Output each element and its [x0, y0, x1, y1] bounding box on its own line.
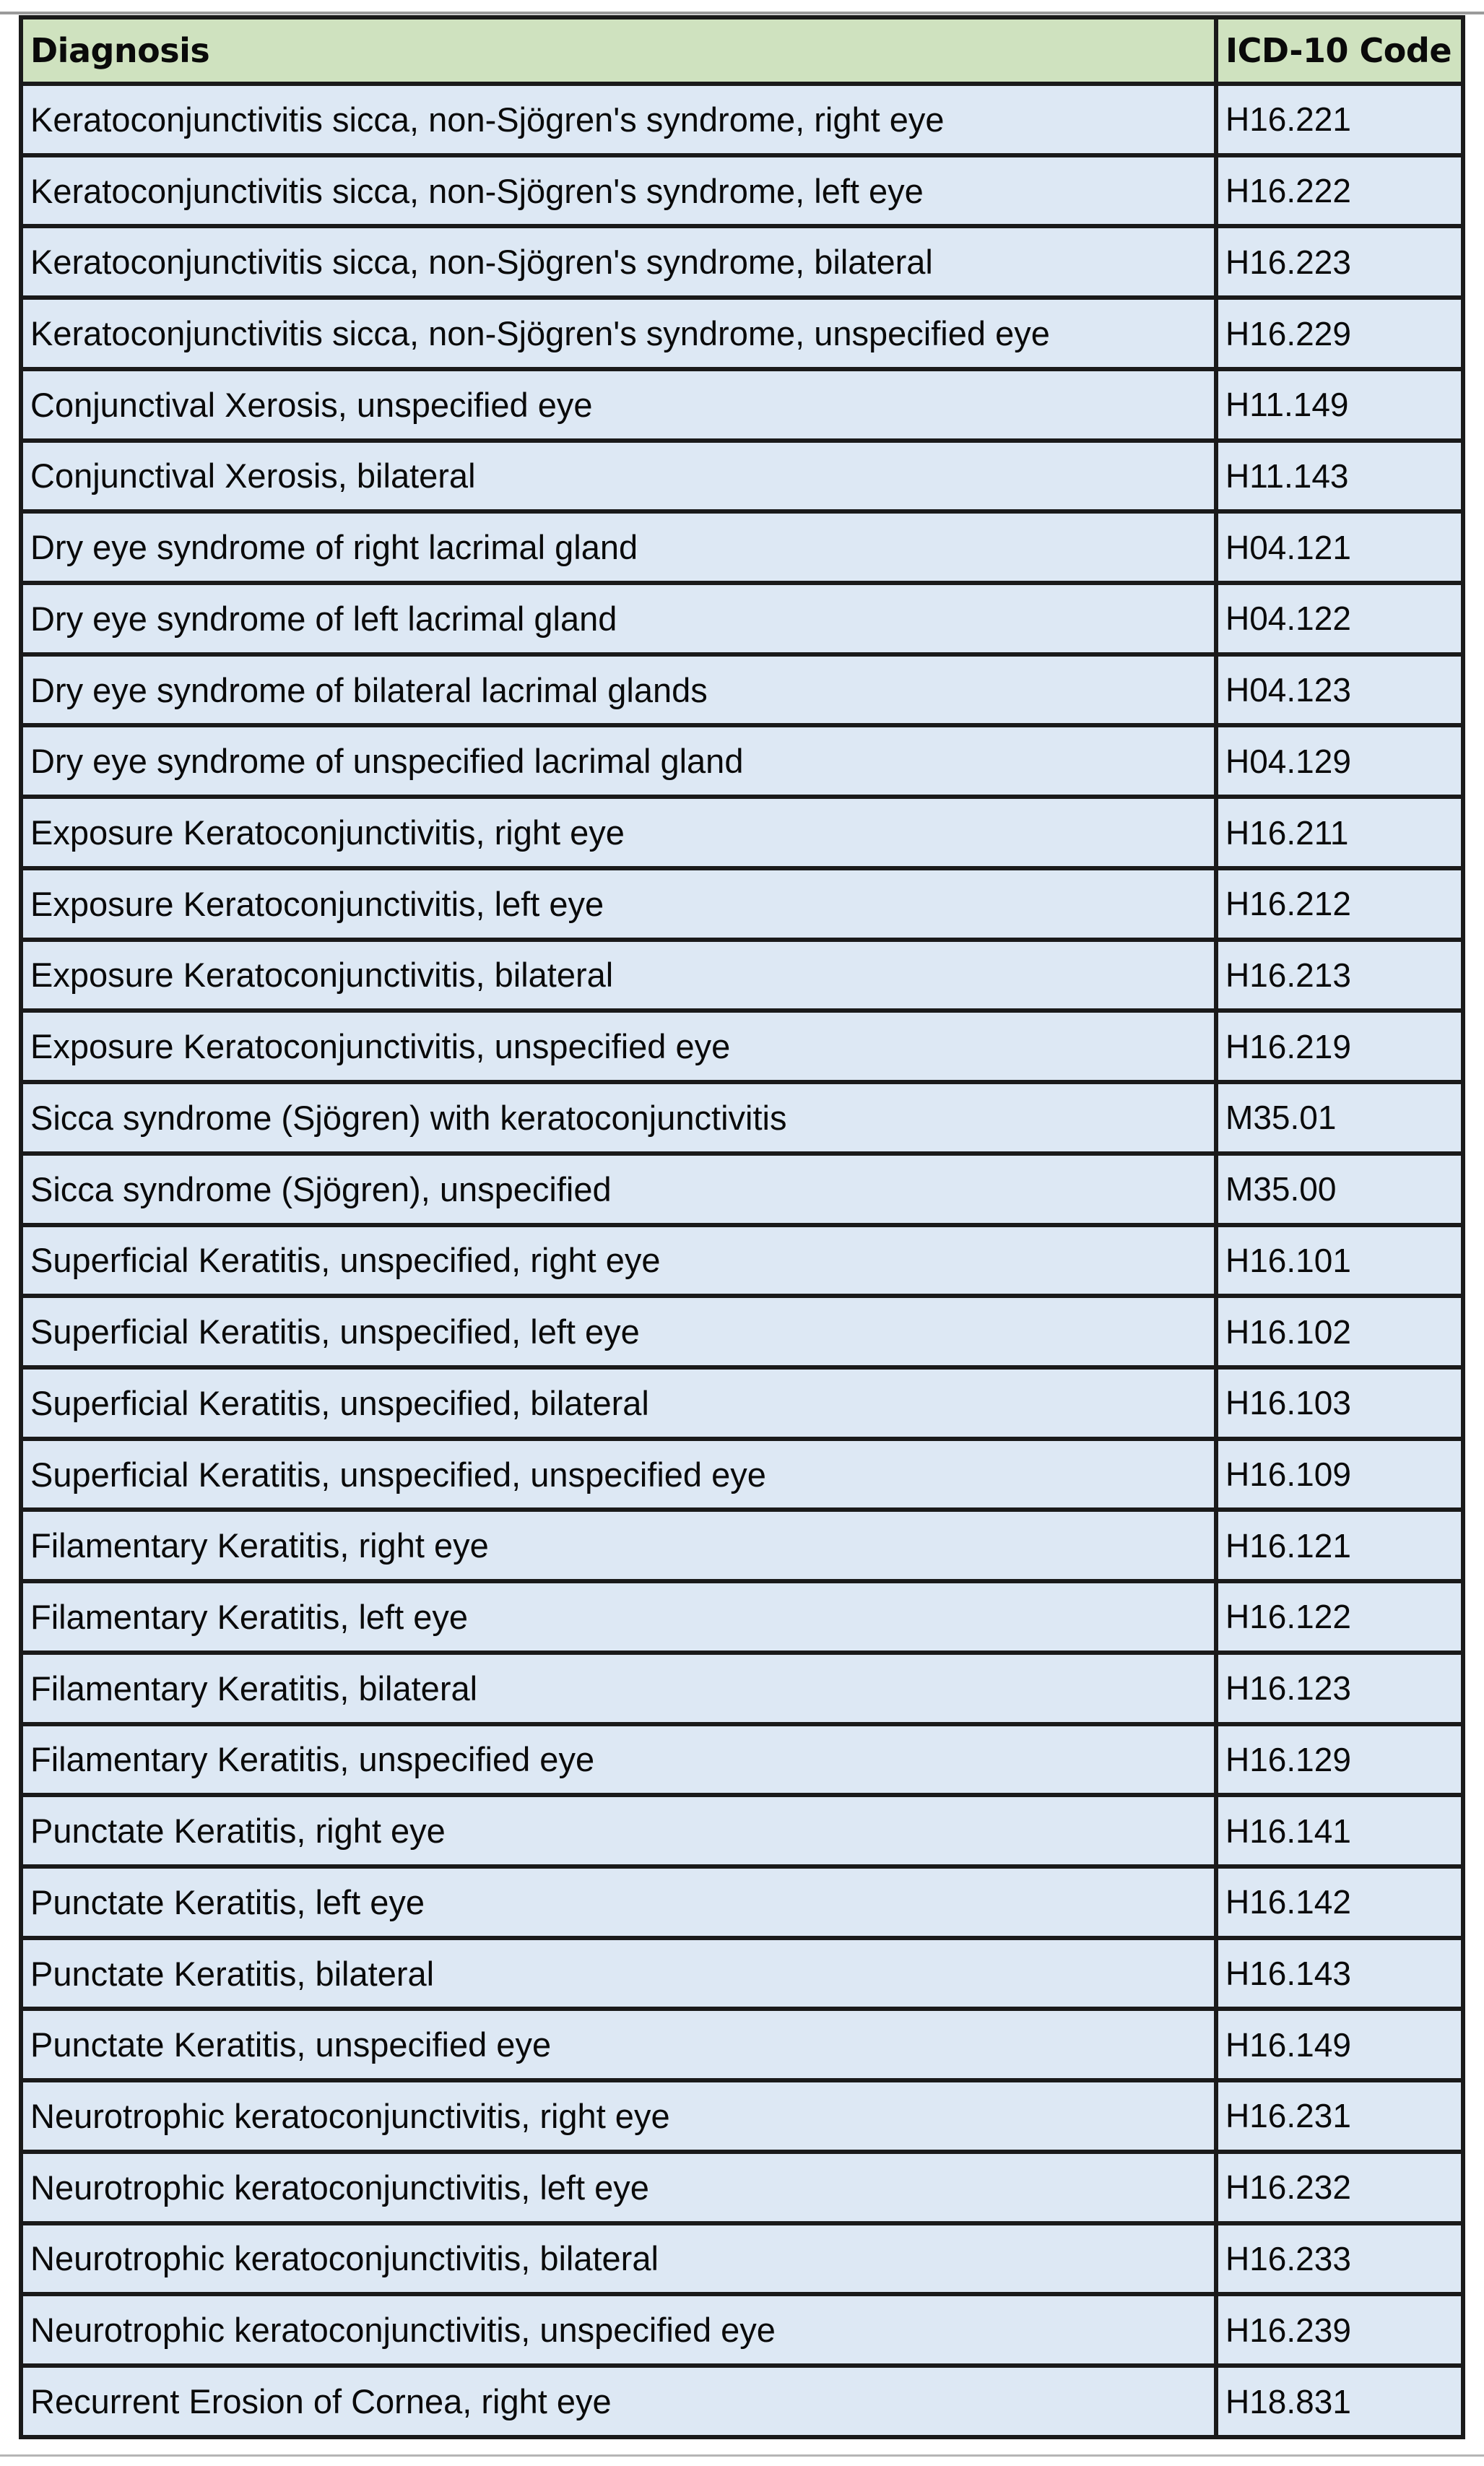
diagnosis-cell: Dry eye syndrome of right lacrimal gland — [21, 511, 1216, 583]
table-row — [21, 226, 1463, 298]
icd-code-cell: H16.143 — [1216, 1938, 1463, 2009]
diagnosis-cell: Neurotrophic keratoconjunctivitis, right eye — [21, 2080, 1216, 2152]
table-row — [21, 940, 1463, 1011]
diagnosis-cell: Recurrent Erosion of Cornea, right eye — [21, 2366, 1216, 2437]
diagnosis-cell: Sicca syndrome (Sjögren), unspecified — [21, 1154, 1216, 1225]
diagnosis-cell: Keratoconjunctivitis sicca, non-Sjögren's syndrome, bilateral — [21, 226, 1216, 298]
icd-code-cell: H16.233 — [1216, 2223, 1463, 2295]
icd-code-cell: H16.101 — [1216, 1225, 1463, 1297]
table-row — [21, 1367, 1463, 1439]
table-row — [21, 298, 1463, 369]
icd-code-cell: H16.109 — [1216, 1439, 1463, 1510]
icd-code-cell: H16.221 — [1216, 84, 1463, 155]
icd-code-cell: H16.123 — [1216, 1653, 1463, 1724]
table-row — [21, 1439, 1463, 1510]
icd-code-cell: M35.01 — [1216, 1082, 1463, 1154]
table-row — [21, 1225, 1463, 1297]
icd-code-cell: H16.239 — [1216, 2294, 1463, 2366]
table-row — [21, 2152, 1463, 2223]
diagnosis-cell: Sicca syndrome (Sjögren) with keratoconjunctivitis — [21, 1082, 1216, 1154]
diagnosis-cell: Superficial Keratitis, unspecified, left eye — [21, 1296, 1216, 1367]
icd-code-cell: H18.831 — [1216, 2366, 1463, 2437]
icd-code-cell: H16.229 — [1216, 298, 1463, 369]
table-row — [21, 1296, 1463, 1367]
table-body — [21, 84, 1463, 2437]
diagnosis-cell: Dry eye syndrome of left lacrimal gland — [21, 583, 1216, 654]
diagnosis-cell: Filamentary Keratitis, bilateral — [21, 1653, 1216, 1724]
icd-code-cell: H04.129 — [1216, 725, 1463, 797]
table-row — [21, 1510, 1463, 1581]
icd-code-cell: H16.121 — [1216, 1510, 1463, 1581]
diagnosis-cell: Filamentary Keratitis, left eye — [21, 1581, 1216, 1653]
diagnosis-cell: Dry eye syndrome of bilateral lacrimal glands — [21, 654, 1216, 726]
icd-code-cell: H16.222 — [1216, 155, 1463, 227]
icd-code-cell: M35.00 — [1216, 1154, 1463, 1225]
icd-code-cell: H16.149 — [1216, 2009, 1463, 2080]
diagnosis-cell: Dry eye syndrome of unspecified lacrimal gland — [21, 725, 1216, 797]
table-row — [21, 2294, 1463, 2366]
table-row — [21, 2009, 1463, 2080]
table-row — [21, 1653, 1463, 1724]
diagnosis-cell: Keratoconjunctivitis sicca, non-Sjögren's syndrome, left eye — [21, 155, 1216, 227]
diagnosis-cell: Exposure Keratoconjunctivitis, left eye — [21, 868, 1216, 940]
table-row — [21, 1082, 1463, 1154]
icd-code-cell: H16.219 — [1216, 1011, 1463, 1082]
icd-code-cell: H16.103 — [1216, 1367, 1463, 1439]
diagnosis-cell: Neurotrophic keratoconjunctivitis, unspecified eye — [21, 2294, 1216, 2366]
diagnosis-cell: Punctate Keratitis, right eye — [21, 1795, 1216, 1866]
table-row — [21, 1011, 1463, 1082]
icd-code-cell: H16.129 — [1216, 1724, 1463, 1796]
header-row — [21, 17, 1463, 84]
header-icd-10-code: ICD-10 Code — [1216, 17, 1463, 84]
table-row — [21, 868, 1463, 940]
diagnosis-cell: Conjunctival Xerosis, unspecified eye — [21, 369, 1216, 441]
table-row — [21, 1938, 1463, 2009]
table-row — [21, 583, 1463, 654]
icd-code-table — [19, 15, 1465, 2439]
table-row — [21, 84, 1463, 155]
table-row — [21, 1866, 1463, 1938]
diagnosis-cell: Conjunctival Xerosis, bilateral — [21, 441, 1216, 512]
icd-code-cell: H11.143 — [1216, 441, 1463, 512]
icd-code-cell: H11.149 — [1216, 369, 1463, 441]
icd-code-cell: H04.121 — [1216, 511, 1463, 583]
icd-code-cell: H16.141 — [1216, 1795, 1463, 1866]
icd-code-cell: H04.123 — [1216, 654, 1463, 726]
table-row — [21, 369, 1463, 441]
diagnosis-cell: Filamentary Keratitis, right eye — [21, 1510, 1216, 1581]
table-row — [21, 511, 1463, 583]
table-row — [21, 1154, 1463, 1225]
diagnosis-cell: Punctate Keratitis, unspecified eye — [21, 2009, 1216, 2080]
icd-code-cell: H16.211 — [1216, 797, 1463, 868]
table-row — [21, 725, 1463, 797]
diagnosis-cell: Exposure Keratoconjunctivitis, bilateral — [21, 940, 1216, 1011]
table-row — [21, 1724, 1463, 1796]
icd-code-cell: H16.213 — [1216, 940, 1463, 1011]
icd-code-cell: H04.122 — [1216, 583, 1463, 654]
diagnosis-cell: Filamentary Keratitis, unspecified eye — [21, 1724, 1216, 1796]
table-row — [21, 2080, 1463, 2152]
diagnosis-cell: Keratoconjunctivitis sicca, non-Sjögren's syndrome, right eye — [21, 84, 1216, 155]
diagnosis-cell: Keratoconjunctivitis sicca, non-Sjögren's syndrome, unspecified eye — [21, 298, 1216, 369]
table-row — [21, 1581, 1463, 1653]
diagnosis-cell: Superficial Keratitis, unspecified, unspecified eye — [21, 1439, 1216, 1510]
bottom-rule — [0, 2454, 1484, 2457]
icd-code-cell: H16.212 — [1216, 868, 1463, 940]
table-row — [21, 797, 1463, 868]
diagnosis-cell: Neurotrophic keratoconjunctivitis, left eye — [21, 2152, 1216, 2223]
diagnosis-cell: Punctate Keratitis, bilateral — [21, 1938, 1216, 2009]
icd-code-cell: H16.231 — [1216, 2080, 1463, 2152]
table-row — [21, 2223, 1463, 2295]
icd-code-cell: H16.232 — [1216, 2152, 1463, 2223]
diagnosis-cell: Punctate Keratitis, left eye — [21, 1866, 1216, 1938]
icd-code-cell: H16.122 — [1216, 1581, 1463, 1653]
diagnosis-cell: Superficial Keratitis, unspecified, right eye — [21, 1225, 1216, 1297]
icd-code-cell: H16.223 — [1216, 226, 1463, 298]
diagnosis-cell: Neurotrophic keratoconjunctivitis, bilateral — [21, 2223, 1216, 2295]
diagnosis-cell: Exposure Keratoconjunctivitis, right eye — [21, 797, 1216, 868]
top-rule — [0, 12, 1484, 14]
table-row — [21, 1795, 1463, 1866]
diagnosis-cell: Exposure Keratoconjunctivitis, unspecified eye — [21, 1011, 1216, 1082]
table-row — [21, 2366, 1463, 2437]
table-row — [21, 654, 1463, 726]
icd-code-cell: H16.142 — [1216, 1866, 1463, 1938]
icd-code-cell: H16.102 — [1216, 1296, 1463, 1367]
table-row — [21, 441, 1463, 512]
diagnosis-cell: Superficial Keratitis, unspecified, bilateral — [21, 1367, 1216, 1439]
table-row — [21, 155, 1463, 227]
header-diagnosis: Diagnosis — [21, 17, 1216, 84]
